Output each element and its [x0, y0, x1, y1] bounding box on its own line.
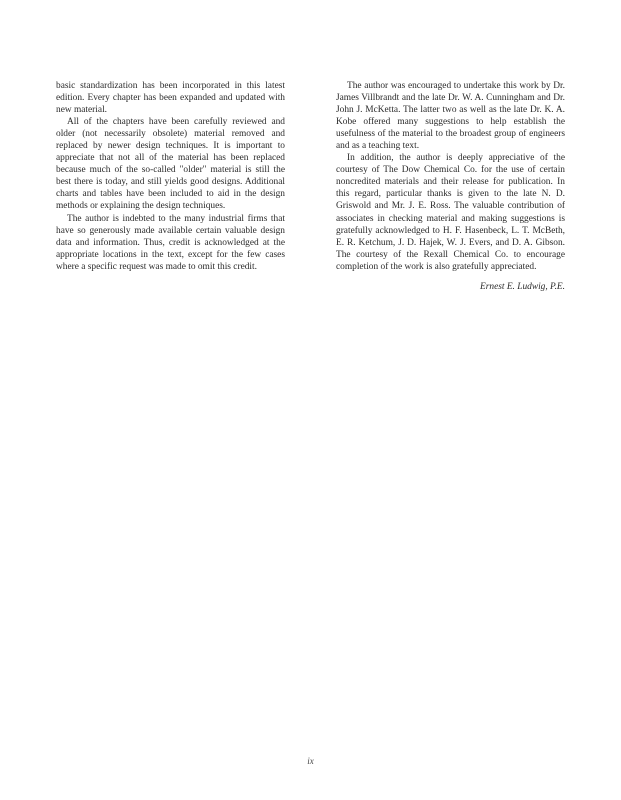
right-column	[336, 80, 565, 293]
right-paragraph-1: The author was encouraged to undertake this work by Dr. James Villbrandt and the late Dr. W. A. Cunningham and Dr. John J. McKetta. The latter two as well as the late Dr. K. A. Kobe offered many suggestions to help establish the usefulness of the material to the broadest group of engineers and as a teaching text.	[336, 81, 565, 152]
page-number: ix	[307, 756, 314, 766]
left-paragraph-3: The author is indebted to the many industrial firms that have so generously made available certain valuable design data and information. Thus, credit is acknowledged at the appropriate locations in the text, except for the few cases where a specific request was made to omit this credit.	[56, 213, 285, 272]
left-paragraph-2: All of the chapters have been carefully reviewed and older (not necessarily obsolete) material removed and replaced by newer design techniques. It is important to appreciate that not all of the material has been replaced because much of the so-called "older" material is still the best there is today, and still yields good designs. Additional charts and tables have been included to aid in the design methods or explaining the design techniques.	[56, 117, 285, 212]
left-paragraph-1: basic standardization has been incorporated in this latest edition. Every chapter has been expanded and updated with new material.	[56, 81, 285, 116]
left-column	[56, 80, 285, 273]
right-paragraph-2: In addition, the author is deeply appreciative of the courtesy of The Dow Chemical Co. for the use of certain noncredited materials and their release for publication. In this regard, particular thanks is given to the late N. D. Griswold and Mr. J. E. Ross. The valuable contribution of associates in checking material and making suggestions is gratefully acknowledged to H. F. Hasenbeck, L. T. McBeth, E. R. Ketchum, J. D. Hajek, W. J. Evers, and D. A. Gibson. The courtesy of the Rexall Chemical Co. to encourage completion of the work is also gratefully appreciated.	[336, 153, 565, 272]
author-signature: Ernest E. Ludwig, P.E.	[480, 281, 565, 292]
